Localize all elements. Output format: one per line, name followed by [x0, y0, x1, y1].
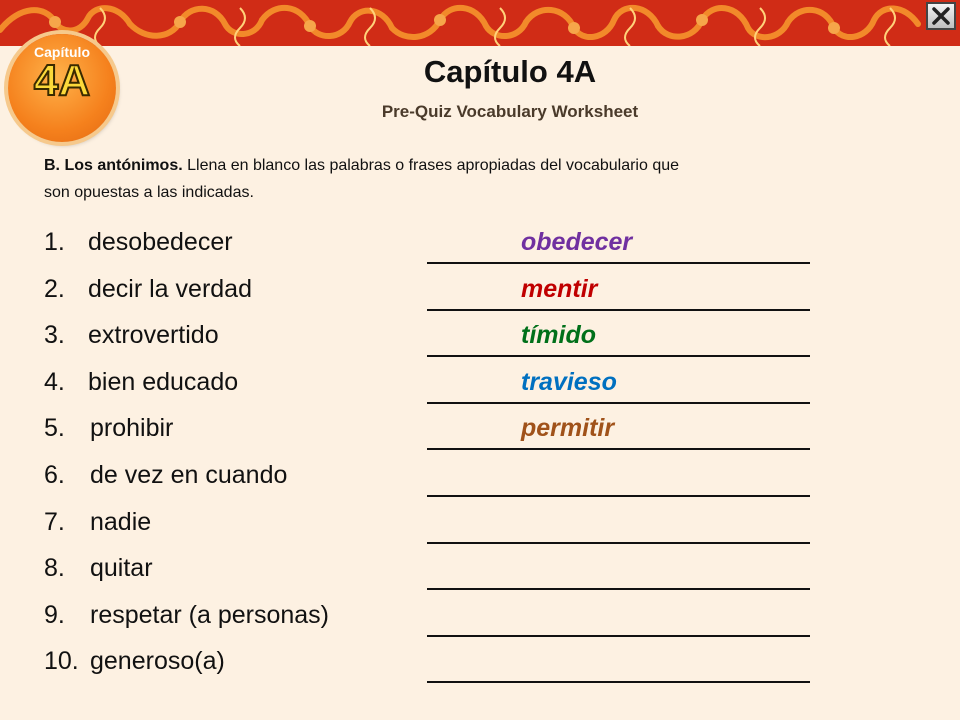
badge-main-label: 4A: [33, 56, 91, 105]
answer-blank[interactable]: [427, 681, 810, 683]
answer-blank[interactable]: [427, 402, 810, 404]
item-term: desobedecer: [88, 228, 233, 256]
answer-blank[interactable]: [427, 588, 810, 590]
close-button[interactable]: [926, 2, 956, 30]
answer-blank[interactable]: [427, 495, 810, 497]
list-item: [0, 601, 960, 647]
list-item: [0, 647, 960, 693]
list-item: [0, 275, 960, 321]
instructions-section: B. Los antónimos.: [44, 157, 183, 174]
list-item: [0, 368, 960, 414]
list-item: [0, 508, 960, 554]
list-item: [0, 554, 960, 600]
item-answer: tímido: [521, 321, 596, 350]
list-item: [0, 414, 960, 460]
instructions-text-1: Llena en blanco las palabras o frases apropiadas del vocabulario que: [182, 157, 680, 174]
item-term: respetar (a personas): [90, 600, 330, 629]
item-answer: permitir: [521, 414, 615, 443]
item-term: nadie: [90, 507, 152, 536]
item-term: bien educado: [88, 367, 239, 396]
answer-blank[interactable]: [427, 262, 810, 264]
decorative-banner: [0, 0, 960, 46]
item-number: 4.: [44, 367, 65, 396]
answer-blank[interactable]: [427, 635, 810, 637]
item-term: prohibir: [90, 414, 174, 443]
item-term: de vez en cuando: [90, 461, 288, 489]
close-icon: [932, 7, 950, 25]
item-number: 1.: [44, 228, 65, 256]
answer-blank[interactable]: [427, 309, 810, 311]
item-term: decir la verdad: [88, 274, 252, 303]
item-number: 5.: [44, 414, 65, 443]
answer-blank[interactable]: [427, 542, 810, 544]
item-number: 9.: [44, 600, 65, 629]
page-title: Capítulo 4A: [423, 54, 597, 89]
item-number: 2.: [44, 274, 65, 303]
instructions: [44, 152, 884, 206]
list-item: [0, 228, 960, 274]
instructions-text-2: son opuestas a las indicadas.: [44, 184, 254, 201]
item-number: 7.: [44, 507, 65, 536]
item-answer: travieso: [521, 367, 617, 396]
item-number: 6.: [44, 461, 65, 489]
item-number: 3.: [44, 321, 65, 350]
item-term: extrovertido: [88, 321, 219, 350]
item-number: 10.: [44, 647, 79, 676]
item-answer: mentir: [521, 274, 598, 303]
item-term: generoso(a): [90, 647, 225, 676]
answer-blank[interactable]: [427, 355, 810, 357]
item-term: quitar: [90, 554, 153, 583]
item-answer: obedecer: [521, 228, 633, 256]
list-item: [0, 461, 960, 507]
badge-top-label: Capítulo: [34, 44, 90, 60]
answer-blank[interactable]: [427, 448, 810, 450]
chapter-badge: [8, 34, 116, 142]
page-subtitle: Pre-Quiz Vocabulary Worksheet: [381, 102, 639, 121]
list-item: [0, 321, 960, 367]
item-number: 8.: [44, 554, 65, 583]
